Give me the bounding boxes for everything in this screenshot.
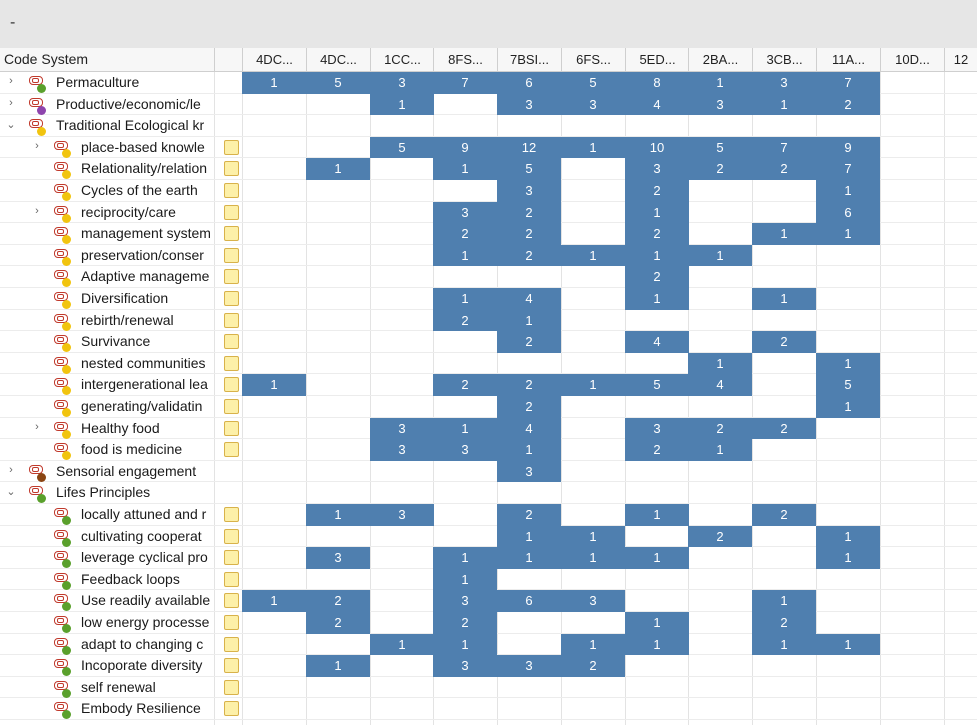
code-color-dot <box>62 214 71 223</box>
frequency-cell[interactable]: 1 <box>497 526 561 548</box>
memo-icon[interactable] <box>224 701 239 716</box>
document-column-header[interactable]: 3CB... <box>752 48 816 71</box>
code-color-dot <box>62 235 71 244</box>
code-label: adapt to changing c <box>81 635 204 652</box>
frequency-cell[interactable]: 3 <box>688 94 752 116</box>
frequency-cell[interactable]: 2 <box>433 374 497 396</box>
frequency-cell[interactable]: 1 <box>561 137 625 159</box>
code-color-dot <box>37 473 46 482</box>
frequency-cell[interactable]: 2 <box>497 396 561 418</box>
code-row[interactable] <box>0 310 977 332</box>
code-color-dot <box>62 624 71 633</box>
frequency-cell[interactable]: 1 <box>625 634 689 656</box>
code-row[interactable] <box>0 461 977 483</box>
frequency-cell[interactable]: 3 <box>625 418 689 440</box>
frequency-cell[interactable]: 1 <box>561 526 625 548</box>
frequency-cell[interactable]: 5 <box>497 158 561 180</box>
frequency-cell[interactable]: 3 <box>370 418 434 440</box>
code-row[interactable] <box>0 202 977 224</box>
code-label: preservation/conser <box>81 246 204 263</box>
frequency-cell[interactable]: 2 <box>306 590 370 612</box>
code-label: Feedback loops <box>81 570 180 587</box>
code-row[interactable] <box>0 526 977 548</box>
code-color-dot <box>62 710 71 719</box>
code-row[interactable] <box>0 331 977 353</box>
frequency-cell[interactable]: 3 <box>370 439 434 461</box>
document-column-header[interactable]: 4DC... <box>306 48 370 71</box>
code-color-dot <box>62 192 71 201</box>
frequency-cell[interactable]: 1 <box>497 547 561 569</box>
frequency-cell[interactable]: 9 <box>816 137 880 159</box>
frequency-cell[interactable]: 1 <box>816 353 880 375</box>
code-row[interactable] <box>0 439 977 461</box>
code-label: cultivating cooperat <box>81 527 202 544</box>
window-titlebar <box>0 0 977 49</box>
code-row[interactable] <box>0 634 977 656</box>
code-label: Incoporate diversity <box>81 657 203 674</box>
frequency-cell[interactable]: 3 <box>561 94 625 116</box>
memo-icon[interactable] <box>224 680 239 695</box>
code-row[interactable] <box>0 245 977 267</box>
frequency-cell[interactable]: 2 <box>752 158 816 180</box>
frequency-cell[interactable]: 1 <box>752 94 816 116</box>
code-color-dot <box>62 538 71 547</box>
code-row[interactable] <box>0 547 977 569</box>
frequency-cell[interactable]: 1 <box>433 288 497 310</box>
memo-icon[interactable] <box>224 442 239 457</box>
code-label: Cycles of the earth <box>81 182 198 198</box>
frequency-cell[interactable]: 1 <box>752 223 816 245</box>
code-color-dot <box>62 322 71 331</box>
frequency-cell[interactable]: 2 <box>497 504 561 526</box>
frequency-cell[interactable]: 6 <box>497 590 561 612</box>
code-color-dot <box>62 149 71 158</box>
code-row[interactable] <box>0 158 977 180</box>
code-label: food is medicine <box>81 441 183 458</box>
frequency-cell[interactable]: 1 <box>625 202 689 224</box>
frequency-cell[interactable]: 1 <box>306 655 370 677</box>
memo-icon[interactable] <box>224 183 239 198</box>
document-column-header[interactable]: 10D... <box>880 48 944 71</box>
frequency-cell[interactable]: 1 <box>561 245 625 267</box>
frequency-cell[interactable]: 4 <box>625 94 689 116</box>
memo-icon[interactable] <box>224 550 239 565</box>
code-color-dot <box>62 602 71 611</box>
memo-icon[interactable] <box>224 205 239 220</box>
frequency-cell[interactable]: 4 <box>497 288 561 310</box>
code-label: self renewal <box>81 678 156 695</box>
code-row[interactable] <box>0 655 977 677</box>
code-row[interactable] <box>0 612 977 634</box>
frequency-cell[interactable]: 1 <box>816 396 880 418</box>
frequency-cell[interactable]: 1 <box>433 158 497 180</box>
code-color-dot <box>62 430 71 439</box>
code-row[interactable] <box>0 137 977 159</box>
memo-icon[interactable] <box>224 291 239 306</box>
memo-icon[interactable] <box>224 161 239 176</box>
frequency-cell[interactable]: 5 <box>816 374 880 396</box>
frequency-cell[interactable]: 1 <box>370 94 434 116</box>
document-column-header[interactable]: 8FS... <box>433 48 497 71</box>
code-row[interactable] <box>0 590 977 612</box>
code-label: leverage cyclical pro <box>81 549 208 566</box>
frequency-cell[interactable]: 1 <box>625 245 689 267</box>
frequency-cell[interactable]: 1 <box>816 526 880 548</box>
code-label: Lifes Principles <box>56 484 151 501</box>
code-row[interactable] <box>0 504 977 526</box>
frequency-cell[interactable]: 8 <box>625 72 689 94</box>
frequency-cell[interactable]: 1 <box>497 439 561 461</box>
frequency-cell[interactable]: 1 <box>816 223 880 245</box>
memo-icon[interactable] <box>224 140 239 155</box>
code-color-dot <box>62 278 71 287</box>
frequency-cell[interactable]: 2 <box>497 374 561 396</box>
frequency-cell[interactable]: 1 <box>433 418 497 440</box>
code-row[interactable] <box>0 180 977 202</box>
code-row[interactable] <box>0 396 977 418</box>
memo-column-header <box>214 48 242 71</box>
frequency-cell[interactable]: 1 <box>242 590 306 612</box>
memo-icon[interactable] <box>224 269 239 284</box>
frequency-cell[interactable]: 2 <box>625 223 689 245</box>
frequency-cell[interactable]: 3 <box>752 72 816 94</box>
code-label: Healthy food <box>81 419 160 436</box>
frequency-cell[interactable]: 7 <box>816 158 880 180</box>
frequency-cell[interactable]: 2 <box>688 526 752 548</box>
frequency-cell[interactable]: 10 <box>625 137 689 159</box>
code-label: nested communities <box>81 354 206 371</box>
chevron-down-icon[interactable]: ⌄ <box>6 119 16 132</box>
frequency-cell[interactable]: 3 <box>497 461 561 483</box>
frequency-cell[interactable]: 1 <box>688 439 752 461</box>
memo-icon[interactable] <box>224 615 239 630</box>
code-matrix-header <box>0 48 977 72</box>
code-row[interactable] <box>0 418 977 440</box>
frequency-cell[interactable]: 1 <box>625 612 689 634</box>
memo-icon[interactable] <box>224 507 239 522</box>
memo-icon[interactable] <box>224 399 239 414</box>
chevron-right-icon[interactable]: › <box>9 96 13 109</box>
frequency-cell[interactable]: 1 <box>306 158 370 180</box>
code-label: Productive/economic/le <box>56 95 201 112</box>
code-color-dot <box>62 386 71 395</box>
frequency-cell[interactable]: 2 <box>625 266 689 288</box>
frequency-cell[interactable]: 3 <box>497 180 561 202</box>
memo-icon[interactable] <box>224 226 239 241</box>
code-label: locally attuned and r <box>81 506 207 522</box>
code-row[interactable] <box>0 482 977 504</box>
frequency-cell[interactable]: 2 <box>497 331 561 353</box>
document-column-header[interactable]: 5ED... <box>625 48 689 71</box>
frequency-cell[interactable]: 2 <box>752 504 816 526</box>
frequency-cell[interactable]: 3 <box>497 655 561 677</box>
frequency-cell[interactable]: 2 <box>816 94 880 116</box>
frequency-cell[interactable]: 1 <box>242 374 306 396</box>
frequency-cell[interactable]: 2 <box>433 223 497 245</box>
document-column-header[interactable]: 1CC... <box>370 48 434 71</box>
frequency-cell[interactable]: 2 <box>752 331 816 353</box>
frequency-cell[interactable]: 2 <box>433 612 497 634</box>
frequency-cell[interactable]: 6 <box>497 72 561 94</box>
frequency-cell[interactable]: 1 <box>752 288 816 310</box>
chevron-right-icon[interactable]: › <box>9 75 13 87</box>
memo-icon[interactable] <box>224 313 239 328</box>
code-color-dot <box>62 516 71 525</box>
document-column-header[interactable]: 4DC... <box>242 48 306 71</box>
frequency-cell[interactable]: 1 <box>242 72 306 94</box>
frequency-cell[interactable]: 1 <box>688 72 752 94</box>
frequency-cell[interactable]: 1 <box>306 504 370 526</box>
frequency-cell[interactable]: 6 <box>816 202 880 224</box>
frequency-cell[interactable]: 3 <box>370 504 434 526</box>
document-column-header[interactable]: 7BSI... <box>497 48 561 71</box>
frequency-cell[interactable]: 7 <box>816 72 880 94</box>
frequency-cell[interactable]: 1 <box>688 245 752 267</box>
code-matrix-grid <box>0 72 977 725</box>
code-label: place-based knowle <box>81 138 205 155</box>
code-row[interactable] <box>0 94 977 116</box>
frequency-cell[interactable]: 5 <box>688 137 752 159</box>
frequency-cell[interactable]: 3 <box>433 202 497 224</box>
code-label: intergenerational lea <box>81 376 208 393</box>
code-label: reciprocity/care <box>81 203 176 220</box>
frequency-cell[interactable]: 1 <box>688 353 752 375</box>
frequency-cell[interactable]: 2 <box>497 245 561 267</box>
code-color-dot <box>62 581 71 590</box>
memo-icon[interactable] <box>224 377 239 392</box>
memo-icon[interactable] <box>224 593 239 608</box>
frequency-cell[interactable]: 2 <box>752 612 816 634</box>
frequency-cell[interactable]: 2 <box>625 180 689 202</box>
chevron-right-icon[interactable]: › <box>35 139 39 152</box>
code-color-dot <box>62 559 71 568</box>
frequency-cell[interactable]: 3 <box>497 94 561 116</box>
frequency-cell[interactable]: 1 <box>497 310 561 332</box>
frequency-cell[interactable]: 2 <box>306 612 370 634</box>
frequency-cell[interactable]: 1 <box>752 634 816 656</box>
frequency-cell[interactable]: 1 <box>625 504 689 526</box>
chevron-right-icon[interactable]: › <box>9 463 13 476</box>
code-label: Traditional Ecological kr <box>56 117 205 134</box>
code-label: Permaculture <box>56 74 140 90</box>
frequency-cell[interactable]: 2 <box>433 310 497 332</box>
code-color-dot <box>62 408 71 417</box>
window-title: - <box>10 14 16 31</box>
code-system-header[interactable]: Code System <box>4 51 89 67</box>
frequency-cell[interactable]: 1 <box>433 245 497 267</box>
memo-icon[interactable] <box>224 637 239 652</box>
code-row[interactable] <box>0 266 977 288</box>
code-row[interactable] <box>0 677 977 699</box>
chevron-right-icon[interactable]: › <box>35 420 39 433</box>
document-column-header[interactable]: 6FS... <box>561 48 625 71</box>
code-row[interactable] <box>0 115 977 137</box>
frequency-cell[interactable]: 5 <box>561 72 625 94</box>
frequency-cell[interactable]: 2 <box>561 655 625 677</box>
code-color-dot <box>62 365 71 374</box>
code-color-dot <box>62 343 71 352</box>
code-row[interactable] <box>0 374 977 396</box>
frequency-cell[interactable]: 1 <box>752 590 816 612</box>
frequency-cell[interactable]: 5 <box>625 374 689 396</box>
frequency-cell[interactable]: 3 <box>433 590 497 612</box>
code-color-dot <box>37 127 46 136</box>
code-label: Survivance <box>81 333 151 350</box>
code-row[interactable] <box>0 353 977 375</box>
frequency-cell[interactable]: 5 <box>306 72 370 94</box>
frequency-cell[interactable]: 3 <box>433 655 497 677</box>
memo-icon[interactable] <box>224 572 239 587</box>
code-color-dot <box>37 84 46 93</box>
memo-icon[interactable] <box>224 529 239 544</box>
code-label: Diversification <box>81 290 169 306</box>
memo-icon[interactable] <box>224 658 239 673</box>
document-column-header[interactable]: 11A... <box>816 48 880 71</box>
code-label: rebirth/renewal <box>81 311 174 328</box>
frequency-cell[interactable]: 4 <box>688 374 752 396</box>
frequency-cell[interactable]: 2 <box>497 202 561 224</box>
document-column-header[interactable]: 2BA... <box>688 48 752 71</box>
frequency-cell[interactable]: 3 <box>625 158 689 180</box>
frequency-cell[interactable]: 1 <box>561 547 625 569</box>
frequency-cell[interactable]: 7 <box>433 72 497 94</box>
frequency-cell[interactable]: 4 <box>497 418 561 440</box>
memo-icon[interactable] <box>224 248 239 263</box>
frequency-cell[interactable]: 1 <box>370 634 434 656</box>
frequency-cell[interactable]: 2 <box>497 223 561 245</box>
frequency-cell[interactable]: 1 <box>816 180 880 202</box>
frequency-cell[interactable]: 1 <box>561 634 625 656</box>
frequency-cell[interactable]: 1 <box>816 634 880 656</box>
code-label: Use readily available <box>81 592 211 609</box>
memo-icon[interactable] <box>224 356 239 371</box>
frequency-cell[interactable]: 1 <box>625 288 689 310</box>
frequency-cell[interactable]: 1 <box>816 547 880 569</box>
document-column-header[interactable]: 12 <box>944 48 977 71</box>
frequency-cell[interactable]: 4 <box>625 331 689 353</box>
frequency-cell[interactable]: 1 <box>433 634 497 656</box>
code-label: low energy processe <box>81 614 210 630</box>
code-row[interactable] <box>0 223 977 245</box>
frequency-cell[interactable]: 7 <box>752 137 816 159</box>
code-label: Sensorial engagement <box>56 462 197 479</box>
code-color-dot <box>62 451 71 460</box>
frequency-cell[interactable]: 3 <box>561 590 625 612</box>
code-color-dot <box>62 646 71 655</box>
frequency-cell[interactable]: 2 <box>752 418 816 440</box>
frequency-cell[interactable]: 2 <box>688 418 752 440</box>
memo-icon[interactable] <box>224 421 239 436</box>
chevron-down-icon[interactable]: ⌄ <box>6 486 16 499</box>
code-row[interactable] <box>0 72 977 94</box>
code-color-dot <box>62 300 71 309</box>
code-label: generating/validatin <box>81 398 203 414</box>
code-row[interactable] <box>0 698 977 720</box>
frequency-cell[interactable]: 2 <box>625 439 689 461</box>
frequency-cell[interactable]: 9 <box>433 137 497 159</box>
code-color-dot <box>62 257 71 266</box>
frequency-cell[interactable]: 12 <box>497 137 561 159</box>
frequency-cell[interactable]: 1 <box>625 547 689 569</box>
code-row[interactable] <box>0 569 977 591</box>
code-color-dot <box>62 689 71 698</box>
code-color-dot <box>37 494 46 503</box>
code-color-dot <box>37 106 46 115</box>
code-label: Embody Resilience <box>81 700 201 717</box>
code-color-dot <box>62 170 71 179</box>
code-label: management system <box>81 225 211 242</box>
frequency-cell[interactable]: 1 <box>561 374 625 396</box>
frequency-cell[interactable]: 1 <box>433 547 497 569</box>
frequency-cell[interactable]: 3 <box>433 439 497 461</box>
frequency-cell[interactable]: 2 <box>688 158 752 180</box>
frequency-cell[interactable]: 1 <box>433 569 497 591</box>
code-row[interactable] <box>0 288 977 310</box>
memo-icon[interactable] <box>224 334 239 349</box>
code-color-dot <box>62 667 71 676</box>
code-label: Relationality/relation <box>81 160 208 177</box>
chevron-right-icon[interactable]: › <box>35 204 39 217</box>
frequency-cell[interactable]: 5 <box>370 137 434 159</box>
frequency-cell[interactable]: 3 <box>370 72 434 94</box>
frequency-cell[interactable]: 3 <box>306 547 370 569</box>
code-label: Adaptive manageme <box>81 268 210 285</box>
